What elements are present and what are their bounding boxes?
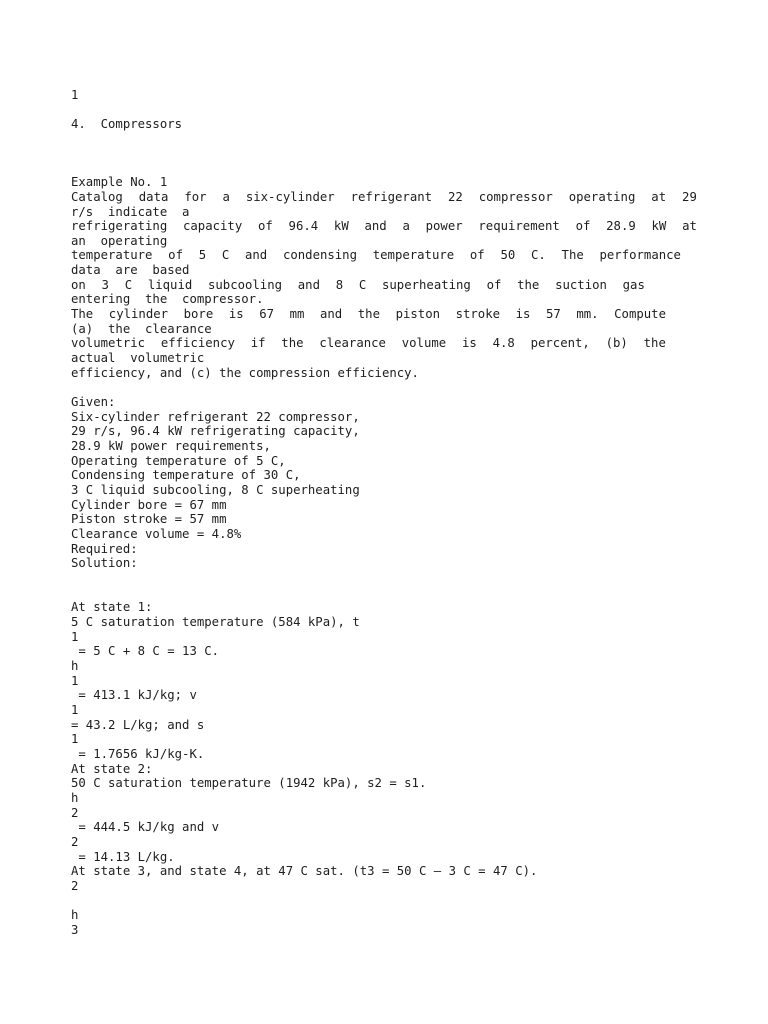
problem-word: a (222, 190, 230, 204)
solution-line: = 14.13 L/kg. (71, 850, 175, 864)
problem-word: of (486, 278, 502, 292)
problem-word: volumetric (71, 336, 146, 350)
solution-line: h (71, 659, 79, 673)
problem-word: and (319, 307, 343, 321)
problem-word: and (364, 219, 387, 233)
solution-line: 1 (71, 703, 79, 717)
problem-word: gas (622, 278, 645, 292)
problem-word: of (257, 219, 273, 233)
problem-line: r/s indicate a (71, 205, 190, 219)
problem-word: 22 (447, 190, 463, 204)
required-label: Required: (71, 542, 138, 556)
problem-word: C (124, 278, 133, 292)
problem-word: liquid (147, 278, 193, 292)
problem-word: stroke (455, 307, 500, 321)
problem-word: 5 (198, 248, 207, 262)
problem-line: efficiency, and (c) the compression efficiency. (71, 366, 419, 380)
problem-word: if (250, 336, 266, 350)
problem-word: suction (555, 278, 607, 292)
problem-word: C (358, 278, 367, 292)
solution-line: 1 (71, 732, 79, 746)
problem-word: of (469, 248, 485, 262)
problem-line: entering the compressor. (71, 292, 264, 306)
solution-line: = 413.1 kJ/kg; v (71, 688, 197, 702)
problem-word: refrigerating (71, 219, 168, 233)
problem-word: piston (395, 307, 440, 321)
problem-line (71, 307, 666, 321)
problem-word: kW (333, 219, 349, 233)
problem-line: actual volumetric (71, 351, 205, 365)
problem-word: data (138, 190, 169, 204)
problem-word: mm. (576, 307, 599, 321)
problem-word: clearance (319, 336, 386, 350)
solution-line: h (71, 908, 79, 922)
problem-word: (b) (605, 336, 628, 350)
problem-word: on (71, 278, 86, 292)
problem-word: power (425, 219, 463, 233)
solution-line: = 5 C + 8 C = 13 C. (71, 644, 220, 658)
problem-word: the (281, 336, 304, 350)
problem-word: a (402, 219, 410, 233)
solution-line: = 444.5 kJ/kg and v (71, 820, 220, 834)
problem-word: 29 (682, 190, 697, 204)
problem-word: operating (568, 190, 636, 204)
given-item: Cylinder bore = 67 mm (71, 498, 227, 512)
solution-label: Solution: (71, 556, 138, 570)
problem-line: an operating (71, 234, 168, 248)
solution-line: 2 (71, 806, 79, 820)
problem-line: data are based (71, 263, 190, 277)
problem-word: the (643, 336, 666, 350)
solution-line: At state 2: (71, 762, 153, 776)
solution-line: At state 1: (71, 600, 153, 614)
problem-word: 96.4 (288, 219, 319, 233)
problem-word: cylinder (108, 307, 169, 321)
problem-word: at (682, 219, 697, 233)
given-item: Condensing temperature of 30 C, (71, 468, 301, 482)
problem-word: temperature (372, 248, 455, 262)
solution-line: 50 C saturation temperature (1942 kPa), s2 = s1. (71, 776, 427, 790)
solution-line: 1 (71, 630, 79, 644)
given-item: Clearance volume = 4.8% (71, 527, 242, 541)
problem-word: subcooling (207, 278, 283, 292)
problem-word: is (461, 336, 477, 350)
problem-word: bore (183, 307, 214, 321)
problem-word: percent, (530, 336, 590, 350)
problem-word: is (515, 307, 531, 321)
given-item: 29 r/s, 96.4 kW refrigerating capacity, (71, 424, 360, 438)
given-item: Piston stroke = 57 mm (71, 512, 227, 526)
problem-word: requirement (478, 219, 560, 233)
problem-line (71, 219, 697, 233)
problem-line (71, 278, 645, 292)
solution-line: = 43.2 L/kg; and s (71, 718, 205, 732)
problem-word: and (297, 278, 320, 292)
problem-line: (a) the clearance (71, 322, 212, 336)
problem-word: is (228, 307, 244, 321)
problem-word: 28.9 (606, 219, 636, 233)
problem-word: The (561, 248, 584, 262)
solution-line: 5 C saturation temperature (584 kPa), t (71, 615, 360, 629)
given-item: Six-cylinder refrigerant 22 compressor, (71, 410, 360, 424)
solution-line: 2 (71, 835, 79, 849)
solution-line: At state 3, and state 4, at 47 C sat. (t3 = 50 C – 3 C = 47 C). (71, 864, 538, 878)
problem-word: temperature (71, 248, 153, 262)
problem-word: 57 (545, 307, 561, 321)
problem-word: 50 (500, 248, 516, 262)
problem-word: condensing (282, 248, 357, 262)
given-item: 28.9 kW power requirements, (71, 439, 271, 453)
solution-line: 2 (71, 879, 79, 893)
problem-line (71, 190, 697, 204)
given-item: 3 C liquid subcooling, 8 C superheating (71, 483, 360, 497)
problem-word: the (517, 278, 540, 292)
problem-word: The (71, 307, 94, 321)
problem-word: refrigerant (350, 190, 433, 204)
page-number: 1 (71, 88, 79, 102)
problem-word: compressor (478, 190, 553, 204)
problem-word: C (221, 248, 230, 262)
problem-word: kW (651, 219, 667, 233)
problem-word: Catalog (71, 190, 123, 204)
example-heading: Example No. 1 (71, 175, 168, 189)
problem-line (71, 248, 681, 262)
problem-word: of (575, 219, 591, 233)
problem-word: at (651, 190, 667, 204)
problem-word: efficiency (160, 336, 235, 350)
problem-word: 8 (335, 278, 344, 292)
problem-word: and (245, 248, 268, 262)
solution-line: = 1.7656 kJ/kg-K. (71, 747, 205, 761)
problem-word: six-cylinder (245, 190, 335, 204)
solution-line: h (71, 791, 79, 805)
chapter-title: 4. Compressors (71, 117, 183, 131)
solution-line: 3 (71, 923, 79, 937)
given-heading: Given: (71, 395, 116, 409)
problem-word: performance (599, 248, 681, 262)
problem-word: 67 (259, 307, 275, 321)
problem-word: Compute (614, 307, 666, 321)
given-item: Operating temperature of 5 C, (71, 454, 286, 468)
problem-word: superheating (382, 278, 471, 292)
problem-word: capacity (183, 219, 243, 233)
problem-line (71, 336, 666, 350)
problem-word: C. (531, 248, 546, 262)
problem-word: the (357, 307, 380, 321)
problem-word: volume (401, 336, 447, 350)
problem-word: 3 (101, 278, 109, 292)
solution-line: 1 (71, 674, 79, 688)
problem-word: of (168, 248, 183, 262)
problem-word: for (184, 190, 207, 204)
problem-word: 4.8 (492, 336, 515, 350)
problem-word: mm (289, 307, 305, 321)
